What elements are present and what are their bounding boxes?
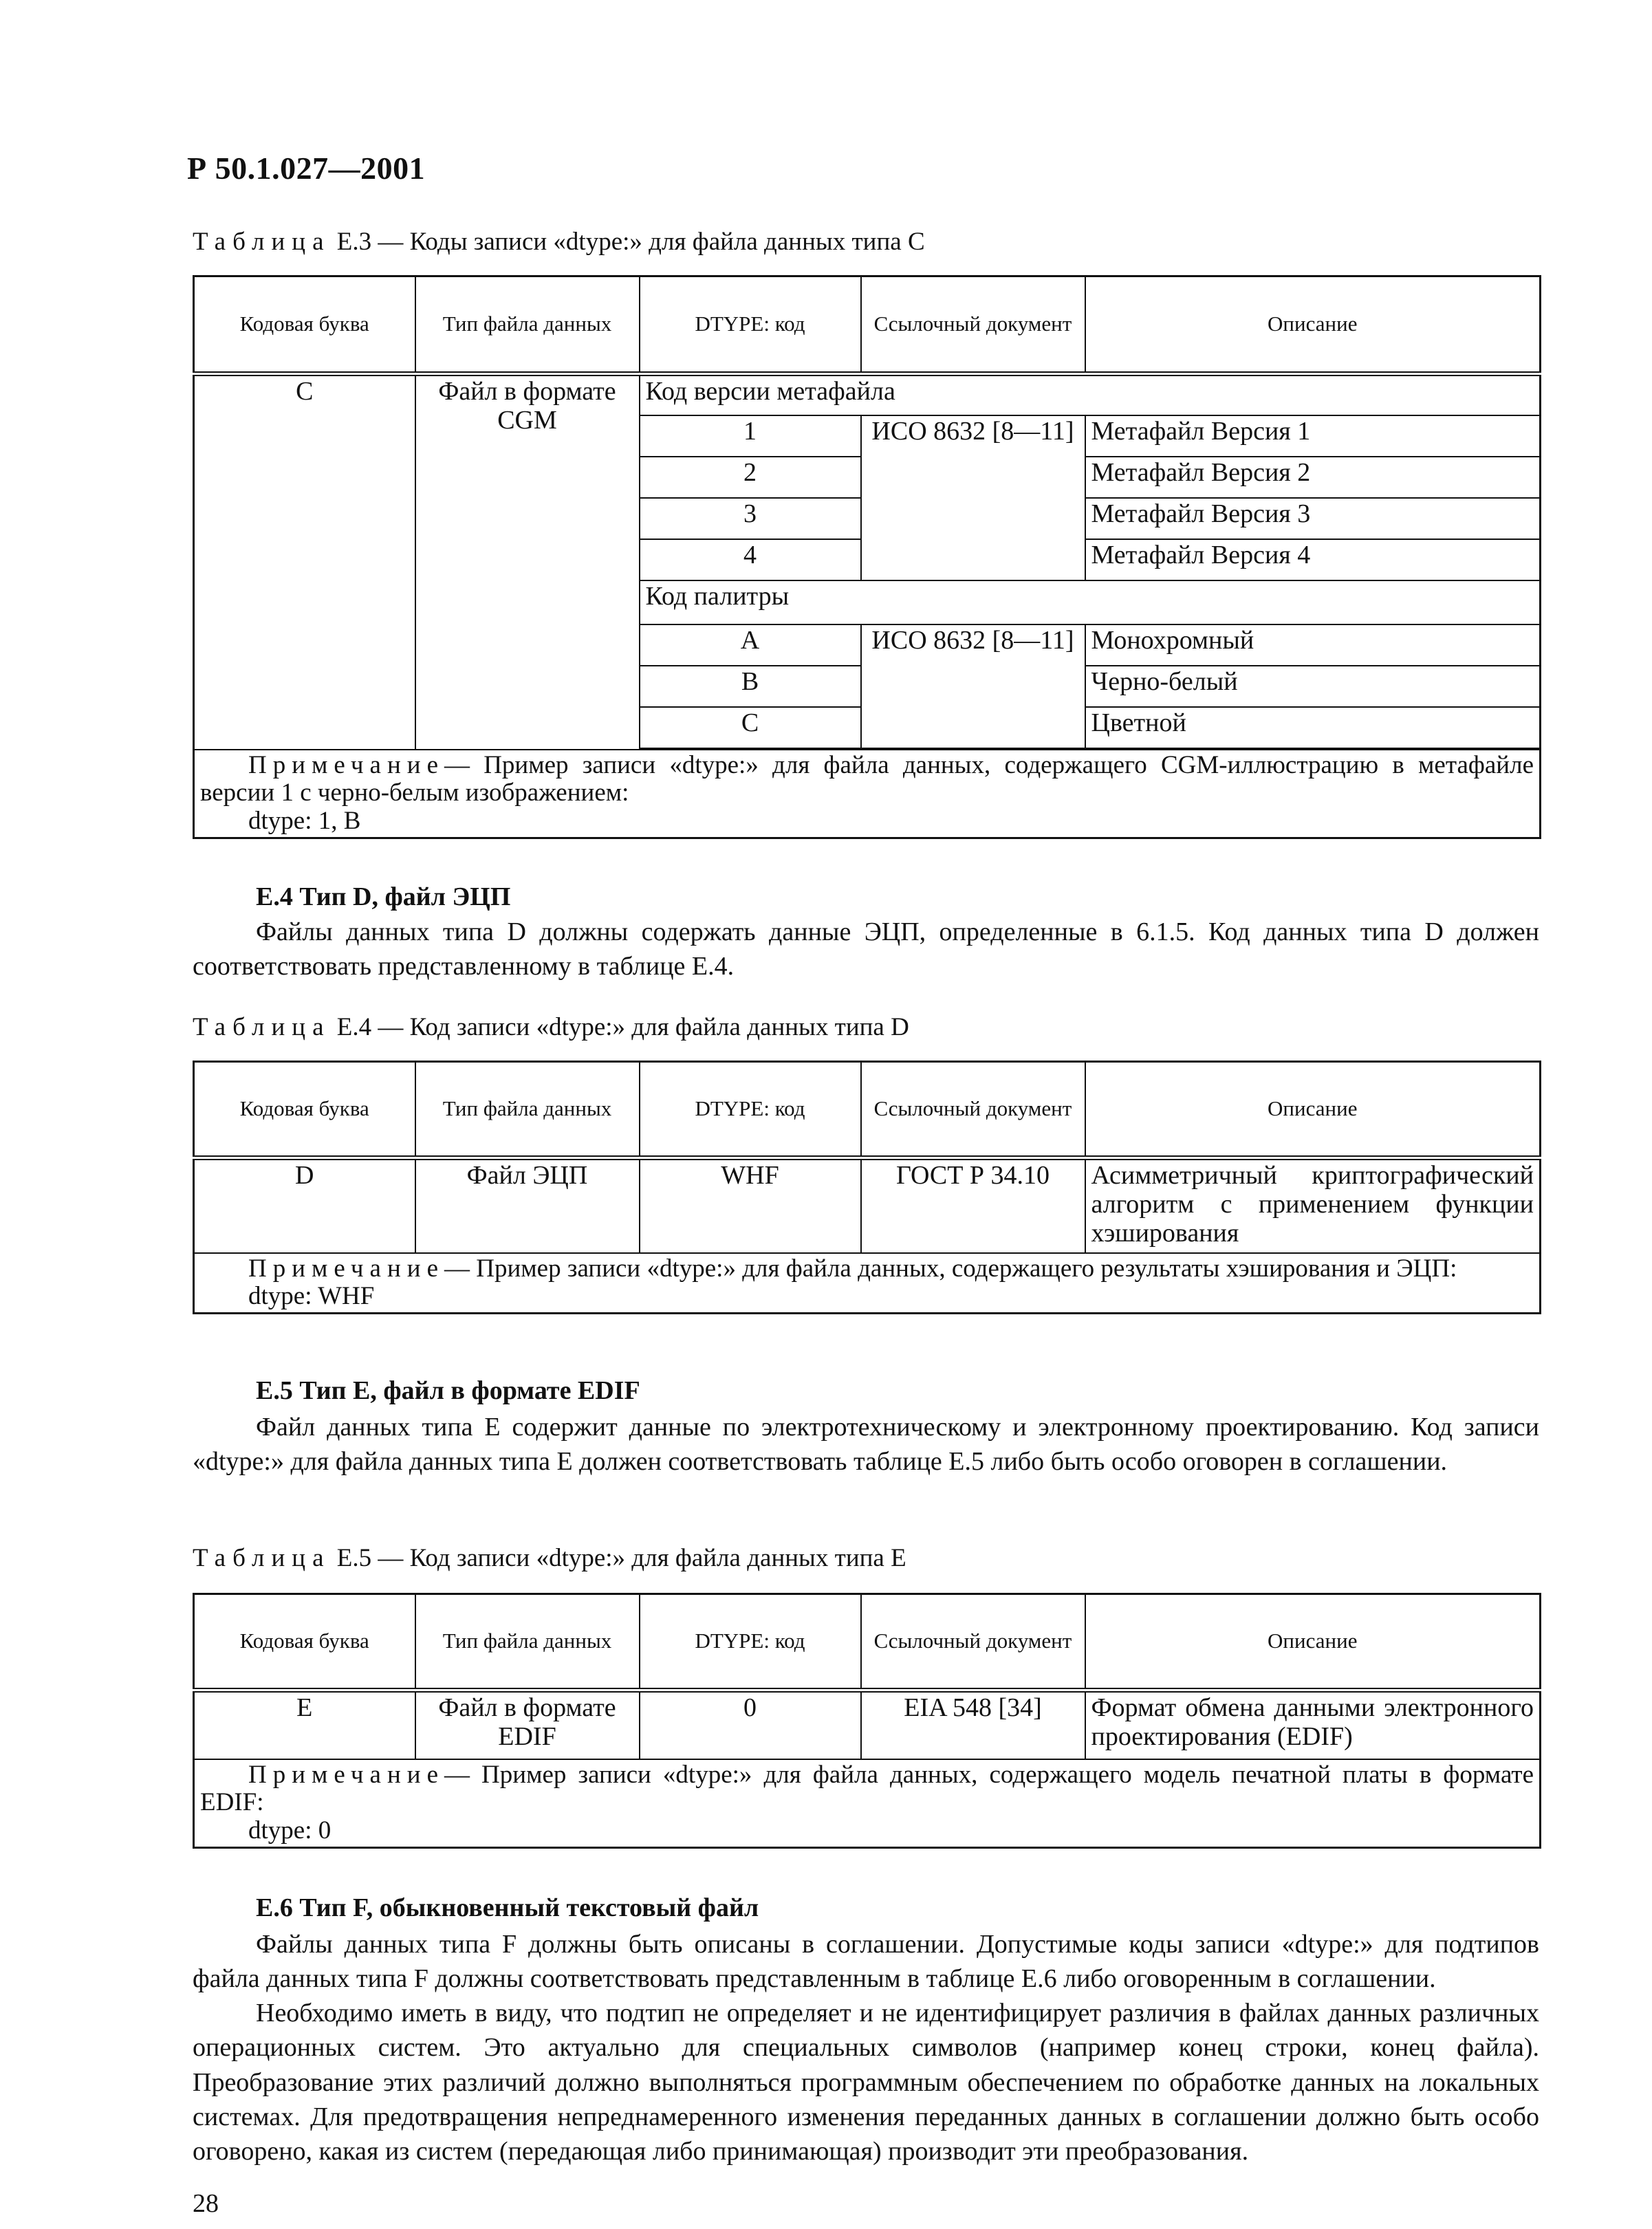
note-text: — Пример записи «dtype:» для файла данных, содержащего результаты хэширования и ЭЦП: <box>444 1254 1457 1283</box>
table-row <box>194 1690 1541 1759</box>
col-header-dtype-code: DTYPE: код <box>640 276 861 374</box>
section-e4-title: Е.4 Тип D, файл ЭЦП <box>256 882 511 911</box>
note-example: dtype: 0 <box>248 1816 332 1845</box>
page-number: 28 <box>193 2189 219 2218</box>
table-e4-header-row <box>194 1062 1541 1158</box>
description-cell: Цветной <box>1085 707 1541 748</box>
col-header-dtype-code: DTYPE: код <box>640 1062 861 1158</box>
file-type-cell: Файл в формате CGM <box>415 374 640 750</box>
code-cell: 4 <box>640 539 861 580</box>
code-cell: 0 <box>640 1690 861 1759</box>
paragraph: Необходимо иметь в виду, что подтип не определяет и не идентифицирует различия в файлах данных различных операционных систем. Это актуально для специальных символов (например конец строки, конец файла). Преобразование этих различий должно выполняться программным обеспечением по обработке данных на локальных системах. Для предотвращения непреднамеренного изменения переданных данных в соглашении должно быть особо оговорено, какая из систем (передающая либо принимающая) производит эти преобразования. <box>193 1999 1539 2166</box>
table-e4-caption-text: Е.4 — Код записи «dtype:» для файла данных типа D <box>336 1013 909 1041</box>
col-header-letter: Кодовая буква <box>194 1062 415 1158</box>
table-e3-note-row <box>194 750 1541 838</box>
section-e6-text <box>193 1927 1539 2168</box>
note-label: Примечание <box>248 750 444 779</box>
col-header-reference: Ссылочный документ <box>861 276 1085 374</box>
group-title-cell: Код версии метафайла <box>640 374 1541 415</box>
code-cell: А <box>640 624 861 666</box>
table-e3-caption-label: Таблица <box>193 228 331 256</box>
table-e5-caption-label: Таблица <box>193 1544 331 1572</box>
col-header-reference: Ссылочный документ <box>861 1594 1085 1690</box>
table-e5-header-row <box>194 1594 1541 1690</box>
description-cell: Метафайл Версия 2 <box>1085 457 1541 498</box>
col-header-description: Описание <box>1085 1062 1541 1158</box>
section-e4-text <box>193 915 1539 983</box>
description-cell: Метафайл Версия 1 <box>1085 415 1541 457</box>
description-cell: Формат обмена данными электронного проектирования (EDIF) <box>1085 1690 1541 1759</box>
code-letter-cell: С <box>194 374 415 750</box>
table-e5-note-row <box>194 1759 1541 1848</box>
code-cell: В <box>640 666 861 707</box>
description-cell: Черно-белый <box>1085 666 1541 707</box>
table-e4 <box>193 1061 1541 1314</box>
note-example: dtype: 1, В <box>248 806 361 835</box>
table-note <box>194 1759 1541 1848</box>
table-e4-note-row <box>194 1253 1541 1314</box>
col-header-file-type: Тип файла данных <box>415 276 640 374</box>
reference-cell: ИСО 8632 [8—11] <box>861 415 1085 580</box>
description-cell: Монохромный <box>1085 624 1541 666</box>
section-e5-text <box>193 1410 1539 1479</box>
code-letter-cell: Е <box>194 1690 415 1759</box>
table-note <box>194 1253 1541 1314</box>
table-e3-caption-text: Е.3 — Коды записи «dtype:» для файла данных типа С <box>336 228 925 256</box>
table-row <box>194 1158 1541 1253</box>
table-e5-caption <box>193 1543 906 1573</box>
code-cell: 3 <box>640 498 861 539</box>
reference-cell: ИСО 8632 [8—11] <box>861 624 1085 748</box>
col-header-file-type: Тип файла данных <box>415 1062 640 1158</box>
note-text: — Пример записи «dtype:» для файла данных, содержащего CGM-иллюстрацию в метафайле версии 1 с черно-белым изображением: <box>200 750 1534 807</box>
reference-cell: ГОСТ Р 34.10 <box>861 1158 1085 1253</box>
reference-cell: EIA 548 [34] <box>861 1690 1085 1759</box>
description-cell: Метафайл Версия 3 <box>1085 498 1541 539</box>
description-cell: Метафайл Версия 4 <box>1085 539 1541 580</box>
col-header-letter: Кодовая буква <box>194 276 415 374</box>
col-header-file-type: Тип файла данных <box>415 1594 640 1690</box>
file-type-cell: Файл в формате EDIF <box>415 1690 640 1759</box>
paragraph: Файлы данных типа D должны содержать данные ЭЦП, определенные в 6.1.5. Код данных типа D должен соответствовать представленному в таблице Е.4. <box>193 917 1539 981</box>
table-e5-caption-text: Е.5 — Код записи «dtype:» для файла данных типа Е <box>336 1544 906 1572</box>
table-row <box>194 374 1541 415</box>
note-text: — Пример записи «dtype:» для файла данных, содержащего модель печатной платы в формате EDIF: <box>200 1760 1534 1817</box>
code-letter-cell: D <box>194 1158 415 1253</box>
paragraph: Файлы данных типа F должны быть описаны в соглашении. Допустимые коды записи «dtype:» для подтипов файла данных типа F должны соответствовать представленным в таблице Е.6 либо оговоренным в соглашении. <box>193 1930 1539 1994</box>
section-e5-title: Е.5 Тип Е, файл в формате EDIF <box>256 1376 640 1405</box>
code-cell: 2 <box>640 457 861 498</box>
document-header: Р 50.1.027—2001 <box>187 151 426 186</box>
description-cell: Асимметричный криптографический алгоритм с применением функции хэширования <box>1085 1158 1541 1253</box>
col-header-reference: Ссылочный документ <box>861 1062 1085 1158</box>
group-title-cell: Код палитры <box>640 580 1541 624</box>
table-e4-caption <box>193 1012 909 1042</box>
code-cell: С <box>640 707 861 748</box>
table-e4-caption-label: Таблица <box>193 1013 331 1041</box>
code-cell: WHF <box>640 1158 861 1253</box>
table-e3-header-row <box>194 276 1541 374</box>
file-type-cell: Файл ЭЦП <box>415 1158 640 1253</box>
col-header-dtype-code: DTYPE: код <box>640 1594 861 1690</box>
section-e6-title: Е.6 Тип F, обыкновенный текстовый файл <box>256 1893 759 1922</box>
note-label: Примечание <box>248 1760 444 1789</box>
col-header-description: Описание <box>1085 1594 1541 1690</box>
note-label: Примечание <box>248 1254 444 1283</box>
table-e3 <box>193 275 1541 839</box>
col-header-letter: Кодовая буква <box>194 1594 415 1690</box>
col-header-description: Описание <box>1085 276 1541 374</box>
table-e5 <box>193 1593 1541 1849</box>
table-e3-caption <box>193 227 925 257</box>
note-example: dtype: WHF <box>248 1282 375 1311</box>
table-note <box>194 750 1541 838</box>
code-cell: 1 <box>640 415 861 457</box>
paragraph: Файл данных типа Е содержит данные по электротехническому и электронному проектированию. Код записи «dtype:» для файла данных типа Е должен соответствовать таблице Е.5 либо быть особо оговорен в соглашении. <box>193 1413 1539 1477</box>
